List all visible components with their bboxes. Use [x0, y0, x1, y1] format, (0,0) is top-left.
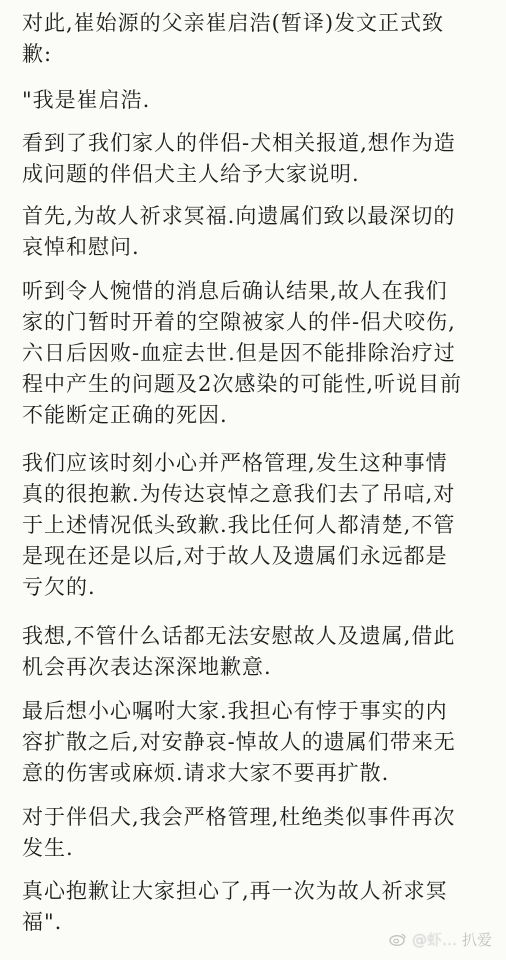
paragraph-greeting [22, 85, 492, 116]
text-line: 最后想小心嘱咐大家.我担心有悖于事实的内 [22, 699, 448, 723]
text-line: 我们应该时刻小心并严格管理,发生这种事情 [22, 451, 448, 475]
text-line: 听到令人惋惜的消息后确认结果,故人在我们 [22, 279, 448, 303]
text-line: 歉: [22, 42, 53, 66]
paragraph-purpose [22, 128, 492, 190]
text-line: 哀悼和慰问. [22, 235, 140, 259]
paragraph-apology [22, 448, 492, 603]
text-line: 机会再次表达深深地歉意. [22, 655, 272, 679]
paragraph-commitment [22, 802, 492, 864]
text-line: 亏欠的. [22, 575, 96, 599]
text-line: 家的门暂时开着的空隙被家人的伴-侣犬咬伤, [22, 310, 456, 334]
paragraph-incident [22, 276, 492, 431]
text-line: 福". [22, 910, 63, 934]
watermark-label: 扒爱 [461, 930, 492, 949]
text-line: "我是崔启浩. [22, 88, 151, 112]
text-line: 我想,不管什么话都无法安慰故人及遗属,借此 [22, 624, 456, 648]
text-line: 真的很抱歉.为传达哀悼之意我们去了吊唁,对 [22, 482, 456, 506]
text-line: 是现在还是以后,对于故人及遗属们永远都是 [22, 544, 448, 568]
text-line: 成问题的伴侣犬主人给予大家说明. [22, 162, 360, 186]
text-line: 于上述情况低头致歉.我比任何人都清楚,不管 [22, 513, 456, 537]
text-line: 发生. [22, 836, 74, 860]
text-line: 意的伤害或麻烦.请求大家不要再扩散. [22, 761, 390, 785]
paragraph-intro [22, 8, 492, 70]
text-line: 对于伴侣犬,我会严格管理,杜绝类似事件再次 [22, 805, 456, 829]
text-line: 六日后因败-血症去世.但是因不能排除治疗过 [22, 341, 456, 365]
text-line: 首先,为故人祈求冥福.向遗属们致以最深切的 [22, 204, 456, 228]
weibo-icon [389, 932, 407, 946]
weibo-watermark [389, 928, 492, 950]
text-line: 不能断定正确的死因. [22, 403, 228, 427]
text-line: 看到了我们家人的伴侣-犬相关报道,想作为造 [22, 131, 456, 155]
watermark-handle: @虾… [411, 930, 457, 949]
text-line: 真心抱歉让大家担心了,再一次为故人祈求冥 [22, 879, 448, 903]
paragraph-regret [22, 621, 492, 683]
paragraph-condolence [22, 201, 492, 263]
text-line: 容扩散之后,对安静哀-悼故人的遗属们带来无 [22, 730, 456, 754]
text-line: 程中产生的问题及2次感染的可能性,听说目前 [22, 372, 463, 396]
paragraph-request [22, 696, 492, 789]
text-line: 对此,崔始源的父亲崔启浩(暂译)发文正式致 [22, 11, 445, 35]
